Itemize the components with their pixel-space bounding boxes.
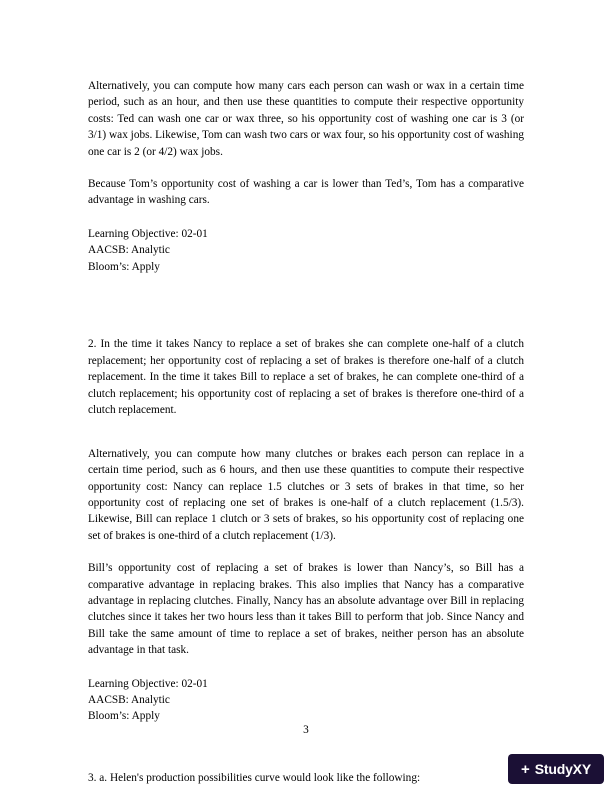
watermark-brand-label: StudyXY <box>534 761 591 777</box>
item-2-paragraph-3: Bill’s opportunity cost of replacing a set of brakes is lower than Nancy’s, so Bill has a comparative advantage in replacing brakes. This also implies that Nancy has a comparative advantage in replacing clutches. Finally, Nancy has an absolute advantage over Bill in replacing clutches since it takes her two hours less than it takes Bill to perform that job. Since Nancy and Bill take the same amount of time to replace a set of brakes, neither person has an absolute advantage in that task. <box>88 562 524 657</box>
studyxy-watermark <box>508 754 604 784</box>
spacer <box>88 659 524 676</box>
meta-block-2 <box>88 676 524 725</box>
item-2-paragraph-2: Alternatively, you can compute how many clutches or brakes each person can replace in a certain time period, such as 6 hours, and then use these quantities to compute their respective opportunity cost: Nancy can replace 1.5 clutches or 3 sets of brakes in that time, so her opportunity cost of replacing one set of brakes is one-half of a clutch replacement (1.5/3). Likewise, Bill can replace 1 clutch or 3 sets of brakes, so his opportunity cost of replacing one set of brakes is one-third of a clutch replacement (1/3). <box>88 447 524 542</box>
aacsb-1: AACSB: Analytic <box>88 244 170 257</box>
spacer <box>88 430 524 446</box>
item-2-paragraph-1: 2. In the time it takes Nancy to replace a set of brakes she can complete one-half of a clutch replacement; her opportunity cost of replacing a set of brakes is therefore one-half of a clutch replacement. In the time it takes Bill to replace a set of brakes, he can complete one-third of a clutch replacement; his opportunity cost of replacing a set of brakes is therefore one-third of a clutch replacement. <box>88 338 524 416</box>
blooms-1: Bloom’s: Apply <box>88 260 160 273</box>
spacer <box>88 544 524 560</box>
item-3-paragraph-1: 3. a. Helen's production possibilities curve would look like the following: <box>88 772 421 785</box>
spacer <box>88 209 524 226</box>
paragraph-comparative-advantage-washing: Because Tom’s opportunity cost of washing a car is lower than Ted’s, Tom has a comparative advantage in washing cars. <box>88 178 524 207</box>
spacer <box>88 160 524 176</box>
learning-objective-2: Learning Objective: 02-01 <box>88 677 208 690</box>
blooms-2: Bloom’s: Apply <box>88 710 160 723</box>
document-body <box>88 78 524 798</box>
plus-icon: + <box>521 760 530 778</box>
spacer <box>88 275 524 325</box>
paragraph-alternatively-wash-wax: Alternatively, you can compute how many cars each person can wash or wax in a certain time period, such as an hour, and then use these quantities to compute their respective opportunity costs: Ted can wash one car or wax three, so his opportunity cost of washing one car is 3 (or 3/1) wax jobs. Likewise, Tom can wash two cars or wax four, so his opportunity cost of washing one car is 2 (or 4/2) wax jobs. <box>88 80 524 158</box>
meta-block-1 <box>88 226 524 275</box>
learning-objective-1: Learning Objective: 02-01 <box>88 227 208 240</box>
aacsb-2: AACSB: Analytic <box>88 693 170 706</box>
page-number: 3 <box>303 724 309 736</box>
